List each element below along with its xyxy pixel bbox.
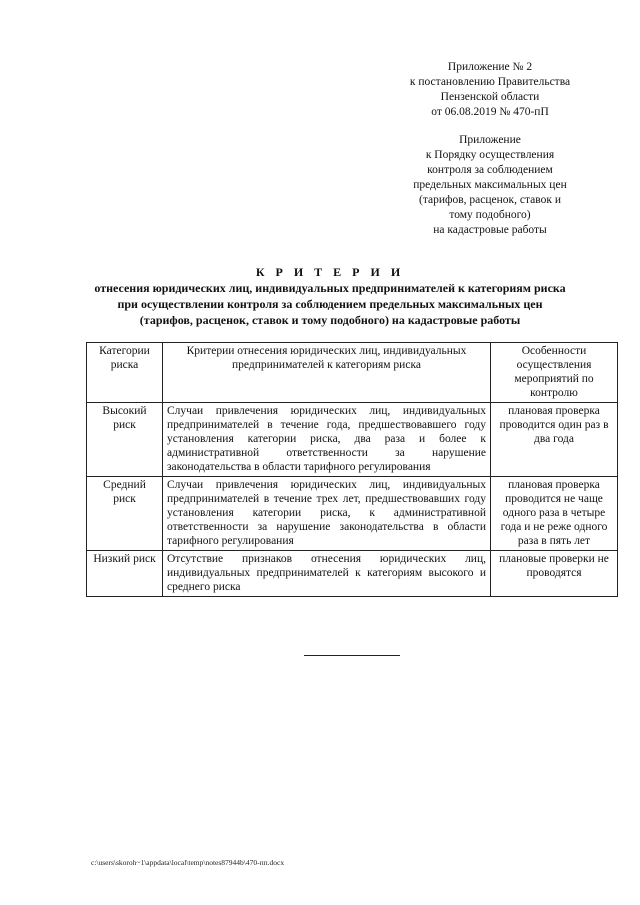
appendix-sub-line: тому подобного) xyxy=(449,209,531,221)
appendix-main-line: Приложение № 2 xyxy=(447,61,533,73)
criteria-table xyxy=(86,342,618,597)
appendix-sub-line: на кадастровые работы xyxy=(433,224,547,236)
closing-rule xyxy=(304,655,400,656)
table-row xyxy=(87,403,618,477)
appendix-sub-line: предельных максимальных цен xyxy=(413,179,567,191)
appendix-main-block xyxy=(380,60,600,120)
cell-features: плановая проверка проводится один раз в два года xyxy=(491,403,618,477)
cell-category: Низкий риск xyxy=(87,551,163,597)
cell-category: Высокий риск xyxy=(87,403,163,477)
appendix-main-line: от 06.08.2019 № 470-пП xyxy=(431,106,549,118)
appendix-sub-line: Приложение xyxy=(459,134,521,146)
table-row xyxy=(87,551,618,597)
table-header-row xyxy=(87,343,618,403)
cell-features: плановые проверки не проводятся xyxy=(491,551,618,597)
cell-category: Средний риск xyxy=(87,477,163,551)
title-line: при осуществлении контроля за соблюдением предельных максимальных цен xyxy=(117,297,543,311)
cell-criteria: Случаи привлечения юридических лиц, индивидуальных предпринимателей в течение года, предшествовавшего году установления категории риска, два раза и более к административной ответственности за нарушение законодательства в области тарифного регулирования xyxy=(163,403,491,477)
appendix-sub-line: (тарифов, расценок, ставок и xyxy=(419,194,561,206)
header-features: Особенности осуществления мероприятий по контролю xyxy=(491,343,618,403)
header-criteria: Критерии отнесения юридических лиц, индивидуальных предпринимателей к категориям риска xyxy=(163,343,491,403)
title-heading: К Р И Т Е Р И И xyxy=(255,265,405,279)
document-title xyxy=(70,264,590,328)
footer-file-path: c:\users\skoroh~1\appdata\local\temp\notes87944b\470-пп.docx xyxy=(91,858,285,867)
header-category: Категории риска xyxy=(87,343,163,403)
cell-criteria: Случаи привлечения юридических лиц, индивидуальных предпринимателей в течение трех лет, предшествовавших году установления категории риска, к административной ответственности за нарушение законодательства в области тарифного регулирования xyxy=(163,477,491,551)
title-line: (тарифов, расценок, ставок и тому подобного) на кадастровые работы xyxy=(139,313,521,327)
appendix-sub-line: контроля за соблюдением xyxy=(427,164,553,176)
cell-features: плановая проверка проводится не чаще одного раза в четыре года и не реже одного раза в пять лет xyxy=(491,477,618,551)
appendix-sub-block xyxy=(380,133,600,238)
cell-criteria: Отсутствие признаков отнесения юридических лиц, индивидуальных предпринимателей к категориям высокого и среднего риска xyxy=(163,551,491,597)
appendix-sub-line: к Порядку осуществления xyxy=(425,149,555,161)
appendix-main-line: к постановлению Правительства xyxy=(409,76,571,88)
table-row xyxy=(87,477,618,551)
appendix-main-line: Пензенской области xyxy=(440,91,540,103)
title-line: отнесения юридических лиц, индивидуальных предпринимателей к категориям риска xyxy=(94,281,566,295)
